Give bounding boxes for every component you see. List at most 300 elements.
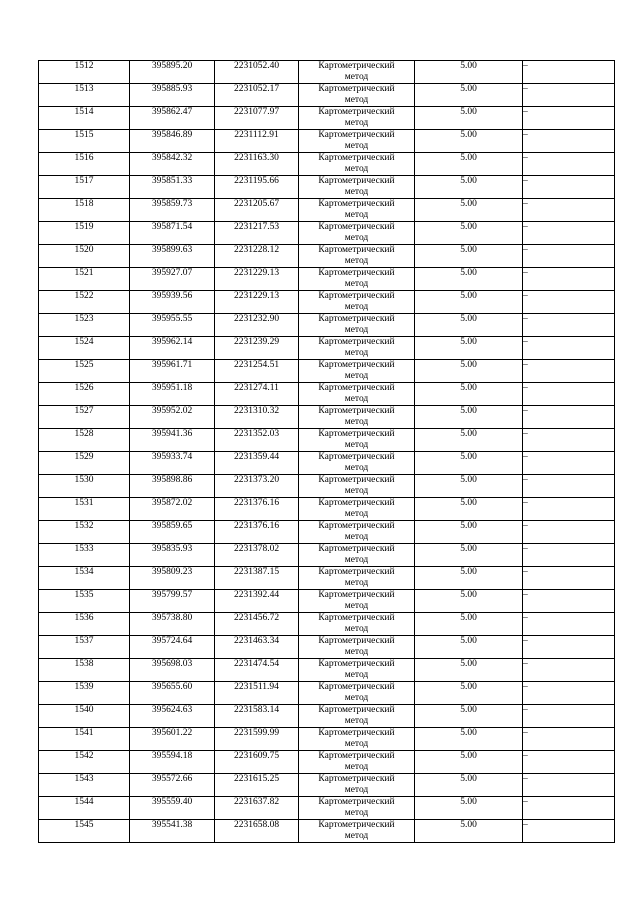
y-coordinate-cell: 2231254.51	[215, 360, 299, 383]
accuracy-cell: 5.00	[415, 61, 523, 84]
description-cell: –	[523, 107, 615, 130]
method-cell	[299, 107, 415, 130]
point-number-cell: 1540	[39, 705, 130, 728]
table-row	[39, 820, 615, 843]
table-row	[39, 682, 615, 705]
description-cell: –	[523, 199, 615, 222]
method-line-1: Картометрический	[318, 153, 395, 163]
accuracy-cell: 5.00	[415, 130, 523, 153]
x-coordinate-cell: 395835.93	[130, 544, 215, 567]
description-cell: –	[523, 613, 615, 636]
method-line-1: Картометрический	[318, 61, 395, 71]
accuracy-cell: 5.00	[415, 774, 523, 797]
y-coordinate-cell: 2231609.75	[215, 751, 299, 774]
y-coordinate-cell: 2231229.13	[215, 291, 299, 314]
description-cell: –	[523, 452, 615, 475]
accuracy-cell: 5.00	[415, 567, 523, 590]
method-line-1: Картометрический	[318, 498, 395, 508]
x-coordinate-cell: 395624.63	[130, 705, 215, 728]
point-number-cell: 1515	[39, 130, 130, 153]
y-coordinate-cell: 2231615.25	[215, 774, 299, 797]
description-cell: –	[523, 797, 615, 820]
x-coordinate-cell: 395898.86	[130, 475, 215, 498]
point-number-cell: 1522	[39, 291, 130, 314]
table-row	[39, 590, 615, 613]
accuracy-cell: 5.00	[415, 222, 523, 245]
method-line-2: метод	[344, 393, 369, 404]
table-row	[39, 544, 615, 567]
y-coordinate-cell: 2231376.16	[215, 521, 299, 544]
accuracy-cell: 5.00	[415, 452, 523, 475]
table-row	[39, 199, 615, 222]
method-cell	[299, 268, 415, 291]
method-cell	[299, 314, 415, 337]
accuracy-cell: 5.00	[415, 153, 523, 176]
method-line-1: Картометрический	[318, 268, 395, 278]
accuracy-cell: 5.00	[415, 521, 523, 544]
y-coordinate-cell: 2231229.13	[215, 268, 299, 291]
method-line-1: Картометрический	[318, 429, 395, 439]
method-cell	[299, 728, 415, 751]
point-number-cell: 1514	[39, 107, 130, 130]
point-number-cell: 1537	[39, 636, 130, 659]
table-row	[39, 797, 615, 820]
table-row	[39, 84, 615, 107]
accuracy-cell: 5.00	[415, 383, 523, 406]
method-cell	[299, 176, 415, 199]
y-coordinate-cell: 2231599.99	[215, 728, 299, 751]
method-line-2: метод	[344, 807, 369, 818]
description-cell: –	[523, 475, 615, 498]
point-number-cell: 1543	[39, 774, 130, 797]
method-line-2: метод	[344, 485, 369, 496]
x-coordinate-cell: 395541.38	[130, 820, 215, 843]
accuracy-cell: 5.00	[415, 337, 523, 360]
method-line-1: Картометрический	[318, 636, 395, 646]
point-number-cell: 1538	[39, 659, 130, 682]
method-cell	[299, 84, 415, 107]
accuracy-cell: 5.00	[415, 245, 523, 268]
method-line-2: метод	[344, 646, 369, 657]
method-line-1: Картометрический	[318, 291, 395, 301]
table-row	[39, 705, 615, 728]
x-coordinate-cell: 395941.36	[130, 429, 215, 452]
method-cell	[299, 797, 415, 820]
accuracy-cell: 5.00	[415, 544, 523, 567]
method-cell	[299, 245, 415, 268]
method-line-2: метод	[344, 209, 369, 220]
x-coordinate-cell: 395871.54	[130, 222, 215, 245]
method-line-1: Картометрический	[318, 751, 395, 761]
method-line-1: Картометрический	[318, 797, 395, 807]
point-number-cell: 1520	[39, 245, 130, 268]
description-cell: –	[523, 360, 615, 383]
description-cell: –	[523, 337, 615, 360]
method-line-2: метод	[344, 669, 369, 680]
method-cell	[299, 590, 415, 613]
table-row	[39, 61, 615, 84]
y-coordinate-cell: 2231232.90	[215, 314, 299, 337]
method-line-2: метод	[344, 301, 369, 312]
method-cell	[299, 337, 415, 360]
method-line-2: метод	[344, 738, 369, 749]
accuracy-cell: 5.00	[415, 705, 523, 728]
method-line-1: Картометрический	[318, 383, 395, 393]
method-line-2: метод	[344, 623, 369, 634]
x-coordinate-cell: 395738.80	[130, 613, 215, 636]
table-row	[39, 107, 615, 130]
y-coordinate-cell: 2231376.16	[215, 498, 299, 521]
description-cell: –	[523, 728, 615, 751]
x-coordinate-cell: 395961.71	[130, 360, 215, 383]
x-coordinate-cell: 395601.22	[130, 728, 215, 751]
method-cell	[299, 199, 415, 222]
method-line-1: Картометрический	[318, 705, 395, 715]
table-row	[39, 728, 615, 751]
method-line-1: Картометрический	[318, 544, 395, 554]
x-coordinate-cell: 395962.14	[130, 337, 215, 360]
method-cell	[299, 567, 415, 590]
description-cell: –	[523, 314, 615, 337]
y-coordinate-cell: 2231052.40	[215, 61, 299, 84]
method-cell	[299, 61, 415, 84]
method-line-1: Картометрический	[318, 521, 395, 531]
method-line-1: Картометрический	[318, 360, 395, 370]
method-line-2: метод	[344, 577, 369, 588]
method-line-1: Картометрический	[318, 475, 395, 485]
method-line-2: метод	[344, 232, 369, 243]
x-coordinate-cell: 395862.47	[130, 107, 215, 130]
x-coordinate-cell: 395698.03	[130, 659, 215, 682]
method-line-1: Картометрический	[318, 222, 395, 232]
accuracy-cell: 5.00	[415, 797, 523, 820]
method-line-1: Картометрический	[318, 107, 395, 117]
method-line-1: Картометрический	[318, 659, 395, 669]
table-row	[39, 360, 615, 383]
accuracy-cell: 5.00	[415, 199, 523, 222]
method-cell	[299, 705, 415, 728]
description-cell: –	[523, 245, 615, 268]
x-coordinate-cell: 395842.32	[130, 153, 215, 176]
accuracy-cell: 5.00	[415, 176, 523, 199]
x-coordinate-cell: 395655.60	[130, 682, 215, 705]
method-line-1: Картометрический	[318, 130, 395, 140]
description-cell: –	[523, 820, 615, 843]
table-row	[39, 383, 615, 406]
x-coordinate-cell: 395952.02	[130, 406, 215, 429]
method-line-2: метод	[344, 761, 369, 772]
accuracy-cell: 5.00	[415, 360, 523, 383]
x-coordinate-cell: 395951.18	[130, 383, 215, 406]
description-cell: –	[523, 222, 615, 245]
method-cell	[299, 429, 415, 452]
point-number-cell: 1524	[39, 337, 130, 360]
x-coordinate-cell: 395851.33	[130, 176, 215, 199]
y-coordinate-cell: 2231163.30	[215, 153, 299, 176]
method-line-2: метод	[344, 347, 369, 358]
y-coordinate-cell: 2231474.54	[215, 659, 299, 682]
accuracy-cell: 5.00	[415, 314, 523, 337]
point-number-cell: 1533	[39, 544, 130, 567]
point-number-cell: 1526	[39, 383, 130, 406]
description-cell: –	[523, 268, 615, 291]
method-cell	[299, 636, 415, 659]
method-cell	[299, 751, 415, 774]
description-cell: –	[523, 291, 615, 314]
point-number-cell: 1542	[39, 751, 130, 774]
method-line-2: метод	[344, 117, 369, 128]
point-number-cell: 1521	[39, 268, 130, 291]
description-cell: –	[523, 774, 615, 797]
method-cell	[299, 406, 415, 429]
description-cell: –	[523, 705, 615, 728]
method-line-2: метод	[344, 692, 369, 703]
method-line-2: метод	[344, 140, 369, 151]
method-line-2: метод	[344, 71, 369, 82]
accuracy-cell: 5.00	[415, 291, 523, 314]
method-cell	[299, 475, 415, 498]
accuracy-cell: 5.00	[415, 728, 523, 751]
point-number-cell: 1518	[39, 199, 130, 222]
method-line-1: Картометрический	[318, 176, 395, 186]
x-coordinate-cell: 395809.23	[130, 567, 215, 590]
table-row	[39, 567, 615, 590]
y-coordinate-cell: 2231195.66	[215, 176, 299, 199]
point-number-cell: 1532	[39, 521, 130, 544]
description-cell: –	[523, 176, 615, 199]
method-cell	[299, 153, 415, 176]
accuracy-cell: 5.00	[415, 475, 523, 498]
y-coordinate-cell: 2231205.67	[215, 199, 299, 222]
accuracy-cell: 5.00	[415, 820, 523, 843]
table-row	[39, 291, 615, 314]
method-cell	[299, 544, 415, 567]
accuracy-cell: 5.00	[415, 613, 523, 636]
method-line-2: метод	[344, 531, 369, 542]
method-line-2: метод	[344, 278, 369, 289]
description-cell: –	[523, 544, 615, 567]
method-line-2: метод	[344, 94, 369, 105]
table-row	[39, 153, 615, 176]
method-line-1: Картометрический	[318, 613, 395, 623]
method-line-2: метод	[344, 324, 369, 335]
method-line-1: Картометрический	[318, 337, 395, 347]
coordinates-table	[38, 60, 615, 843]
method-cell	[299, 682, 415, 705]
table-row	[39, 613, 615, 636]
table-row	[39, 222, 615, 245]
x-coordinate-cell: 395872.02	[130, 498, 215, 521]
point-number-cell: 1539	[39, 682, 130, 705]
description-cell: –	[523, 682, 615, 705]
y-coordinate-cell: 2231112.91	[215, 130, 299, 153]
method-cell	[299, 130, 415, 153]
point-number-cell: 1528	[39, 429, 130, 452]
point-number-cell: 1536	[39, 613, 130, 636]
point-number-cell: 1512	[39, 61, 130, 84]
point-number-cell: 1519	[39, 222, 130, 245]
x-coordinate-cell: 395899.63	[130, 245, 215, 268]
method-line-2: метод	[344, 416, 369, 427]
y-coordinate-cell: 2231463.34	[215, 636, 299, 659]
x-coordinate-cell: 395572.66	[130, 774, 215, 797]
method-line-1: Картометрический	[318, 567, 395, 577]
description-cell: –	[523, 567, 615, 590]
accuracy-cell: 5.00	[415, 406, 523, 429]
method-line-2: метод	[344, 462, 369, 473]
point-number-cell: 1531	[39, 498, 130, 521]
method-line-2: метод	[344, 163, 369, 174]
method-line-2: метод	[344, 600, 369, 611]
accuracy-cell: 5.00	[415, 751, 523, 774]
table-row	[39, 475, 615, 498]
description-cell: –	[523, 153, 615, 176]
table-row	[39, 452, 615, 475]
y-coordinate-cell: 2231637.82	[215, 797, 299, 820]
method-line-1: Картометрический	[318, 728, 395, 738]
method-cell	[299, 222, 415, 245]
x-coordinate-cell: 395895.20	[130, 61, 215, 84]
description-cell: –	[523, 636, 615, 659]
y-coordinate-cell: 2231077.97	[215, 107, 299, 130]
y-coordinate-cell: 2231359.44	[215, 452, 299, 475]
accuracy-cell: 5.00	[415, 590, 523, 613]
method-line-1: Картометрический	[318, 245, 395, 255]
method-line-1: Картометрический	[318, 199, 395, 209]
point-number-cell: 1527	[39, 406, 130, 429]
y-coordinate-cell: 2231310.32	[215, 406, 299, 429]
point-number-cell: 1516	[39, 153, 130, 176]
x-coordinate-cell: 395955.55	[130, 314, 215, 337]
table-row	[39, 245, 615, 268]
accuracy-cell: 5.00	[415, 268, 523, 291]
table-row	[39, 498, 615, 521]
x-coordinate-cell: 395933.74	[130, 452, 215, 475]
method-cell	[299, 383, 415, 406]
method-line-2: метод	[344, 370, 369, 381]
table-row	[39, 337, 615, 360]
table-row	[39, 130, 615, 153]
x-coordinate-cell: 395859.73	[130, 199, 215, 222]
method-cell	[299, 291, 415, 314]
x-coordinate-cell: 395859.65	[130, 521, 215, 544]
method-cell	[299, 360, 415, 383]
coordinates-table-body	[39, 61, 615, 843]
accuracy-cell: 5.00	[415, 107, 523, 130]
description-cell: –	[523, 498, 615, 521]
table-row	[39, 429, 615, 452]
table-row	[39, 636, 615, 659]
x-coordinate-cell: 395927.07	[130, 268, 215, 291]
y-coordinate-cell: 2231392.44	[215, 590, 299, 613]
x-coordinate-cell: 395939.56	[130, 291, 215, 314]
method-cell	[299, 521, 415, 544]
y-coordinate-cell: 2231456.72	[215, 613, 299, 636]
method-line-1: Картометрический	[318, 406, 395, 416]
point-number-cell: 1544	[39, 797, 130, 820]
point-number-cell: 1529	[39, 452, 130, 475]
table-row	[39, 176, 615, 199]
point-number-cell: 1545	[39, 820, 130, 843]
description-cell: –	[523, 429, 615, 452]
method-line-1: Картометрический	[318, 774, 395, 784]
method-line-2: метод	[344, 255, 369, 266]
description-cell: –	[523, 383, 615, 406]
y-coordinate-cell: 2231378.02	[215, 544, 299, 567]
method-line-2: метод	[344, 439, 369, 450]
x-coordinate-cell: 395594.18	[130, 751, 215, 774]
method-line-2: метод	[344, 554, 369, 565]
method-cell	[299, 659, 415, 682]
point-number-cell: 1523	[39, 314, 130, 337]
accuracy-cell: 5.00	[415, 429, 523, 452]
accuracy-cell: 5.00	[415, 659, 523, 682]
y-coordinate-cell: 2231217.53	[215, 222, 299, 245]
table-row	[39, 774, 615, 797]
x-coordinate-cell: 395885.93	[130, 84, 215, 107]
description-cell: –	[523, 751, 615, 774]
point-number-cell: 1534	[39, 567, 130, 590]
method-cell	[299, 820, 415, 843]
method-line-1: Картометрический	[318, 314, 395, 324]
method-line-1: Картометрический	[318, 682, 395, 692]
y-coordinate-cell: 2231228.12	[215, 245, 299, 268]
table-row	[39, 268, 615, 291]
point-number-cell: 1535	[39, 590, 130, 613]
method-line-2: метод	[344, 508, 369, 519]
x-coordinate-cell: 395559.40	[130, 797, 215, 820]
method-line-2: метод	[344, 186, 369, 197]
accuracy-cell: 5.00	[415, 636, 523, 659]
method-line-1: Картометрический	[318, 590, 395, 600]
description-cell: –	[523, 590, 615, 613]
method-cell	[299, 498, 415, 521]
table-row	[39, 314, 615, 337]
method-line-2: метод	[344, 784, 369, 795]
accuracy-cell: 5.00	[415, 84, 523, 107]
y-coordinate-cell: 2231583.14	[215, 705, 299, 728]
document-page	[38, 60, 610, 843]
point-number-cell: 1517	[39, 176, 130, 199]
description-cell: –	[523, 61, 615, 84]
description-cell: –	[523, 521, 615, 544]
y-coordinate-cell: 2231511.94	[215, 682, 299, 705]
description-cell: –	[523, 130, 615, 153]
table-row	[39, 659, 615, 682]
accuracy-cell: 5.00	[415, 682, 523, 705]
description-cell: –	[523, 84, 615, 107]
description-cell: –	[523, 406, 615, 429]
y-coordinate-cell: 2231352.03	[215, 429, 299, 452]
table-row	[39, 521, 615, 544]
point-number-cell: 1541	[39, 728, 130, 751]
method-line-1: Картометрический	[318, 84, 395, 94]
y-coordinate-cell: 2231658.08	[215, 820, 299, 843]
y-coordinate-cell: 2231274.11	[215, 383, 299, 406]
table-row	[39, 406, 615, 429]
accuracy-cell: 5.00	[415, 498, 523, 521]
y-coordinate-cell: 2231373.20	[215, 475, 299, 498]
method-line-2: метод	[344, 715, 369, 726]
x-coordinate-cell: 395799.57	[130, 590, 215, 613]
method-cell	[299, 774, 415, 797]
method-line-1: Картометрический	[318, 452, 395, 462]
point-number-cell: 1525	[39, 360, 130, 383]
y-coordinate-cell: 2231387.15	[215, 567, 299, 590]
y-coordinate-cell: 2231239.29	[215, 337, 299, 360]
table-row	[39, 751, 615, 774]
point-number-cell: 1530	[39, 475, 130, 498]
